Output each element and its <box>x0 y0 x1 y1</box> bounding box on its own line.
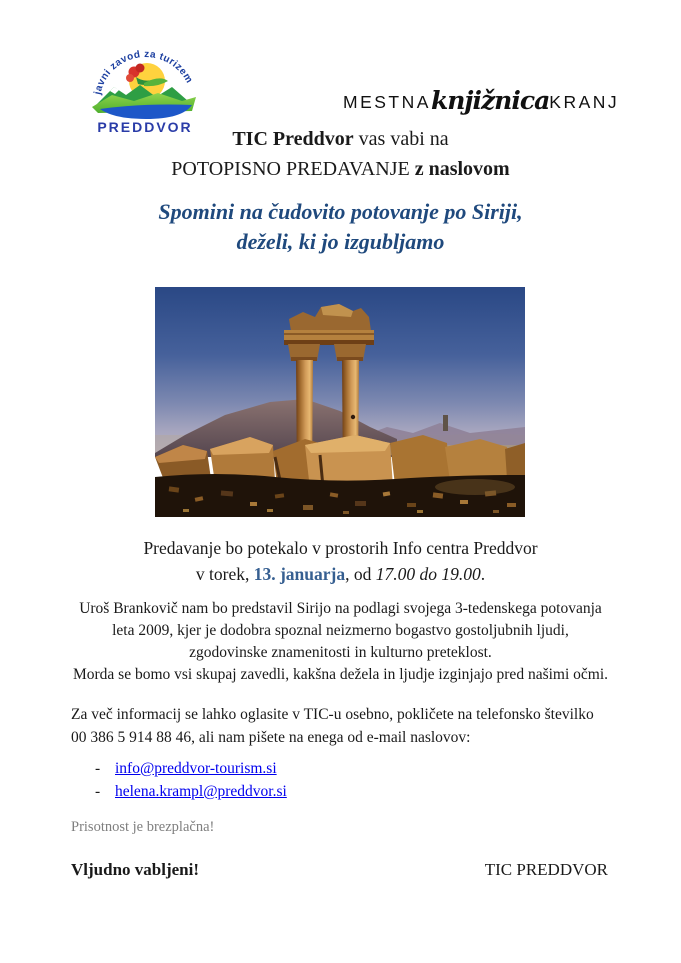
intro-line-2-bold: z naslovom <box>414 158 510 180</box>
signature-tic-preddvor: TIC PREDDVOR <box>484 860 608 879</box>
mestna-knjiznica-kranj-logo <box>343 84 620 120</box>
bullet-dash: - <box>95 760 101 777</box>
page-title-line-2: deželi, ki jo izgubljamo <box>236 229 445 254</box>
description-line-4: Morda se bomo vsi skupaj zavedli, kakšna dežela in ljudje izginjajo pred našimi očmi. <box>72 666 609 683</box>
library-logo-kranj: KRANJ <box>549 91 620 112</box>
email-link-info[interactable]: info@preddvor-tourism.si <box>115 760 277 777</box>
library-logo-knjiznica: knjižnica <box>430 85 550 115</box>
list-item <box>95 757 287 780</box>
free-admission-note: Prisotnost je brezplačna! <box>71 819 215 835</box>
description-paragraph <box>0 598 681 686</box>
list-item <box>95 780 287 803</box>
contact-line-1: Za več informacij se lahko oglasite v TIC-u osebno, pokličete na telefonsko številko <box>71 706 594 723</box>
schedule-line-2-end: . <box>480 564 486 584</box>
bullet-dash: - <box>95 783 101 800</box>
email-link-helena[interactable]: helena.krampl@preddvor.si <box>115 783 287 800</box>
syria-ruins-photo <box>155 287 525 517</box>
description-line-2: leta 2009, kjer je dodobra spoznal neizmerno bogastvo gostoljubnih ljudi, <box>112 622 569 639</box>
contact-paragraph <box>71 704 626 749</box>
preddvor-tourism-logo <box>84 43 206 135</box>
page-title <box>0 197 681 257</box>
intro-line-1 <box>0 128 681 151</box>
schedule-time: 17.00 do 19.00 <box>375 564 481 584</box>
schedule-date: 13. januarja <box>253 564 346 584</box>
intro-line-2-regular: POTOPISNO PREDAVANJE <box>171 158 415 180</box>
schedule-line-2-mid: , od <box>345 564 376 584</box>
email-list <box>95 757 287 803</box>
schedule-line-1: Predavanje bo potekalo v prostorih Info centra Preddvor <box>143 538 538 558</box>
logo-preddvor-text: PREDDVOR <box>97 119 193 135</box>
intro-line-2 <box>0 158 681 181</box>
page-title-line-1: Spomini na čudovito potovanje po Siriji, <box>158 199 523 224</box>
schedule-line-2-pre: v torek, <box>195 564 254 584</box>
description-line-3: zgodovinske znamenitosti in kulturno preteklost. <box>189 644 492 661</box>
description-line-1: Uroš Brankovič nam bo predstavil Sirijo na podlagi svojega 3-tedenskega potovanja <box>79 600 602 617</box>
schedule-line-2 <box>0 564 681 585</box>
library-logo-mestna: MESTNA <box>343 91 431 112</box>
intro-line-1-rest: vas vabi na <box>353 128 449 150</box>
logo-arc-text: javni zavod za turizem <box>92 48 195 96</box>
intro-line-1-bold: TIC Preddvor <box>232 128 354 150</box>
contact-line-2: 00 386 5 914 88 46, ali nam pišete na enega od e-mail naslovov: <box>71 728 471 746</box>
closing-invitation: Vljudno vabljeni! <box>71 860 199 879</box>
